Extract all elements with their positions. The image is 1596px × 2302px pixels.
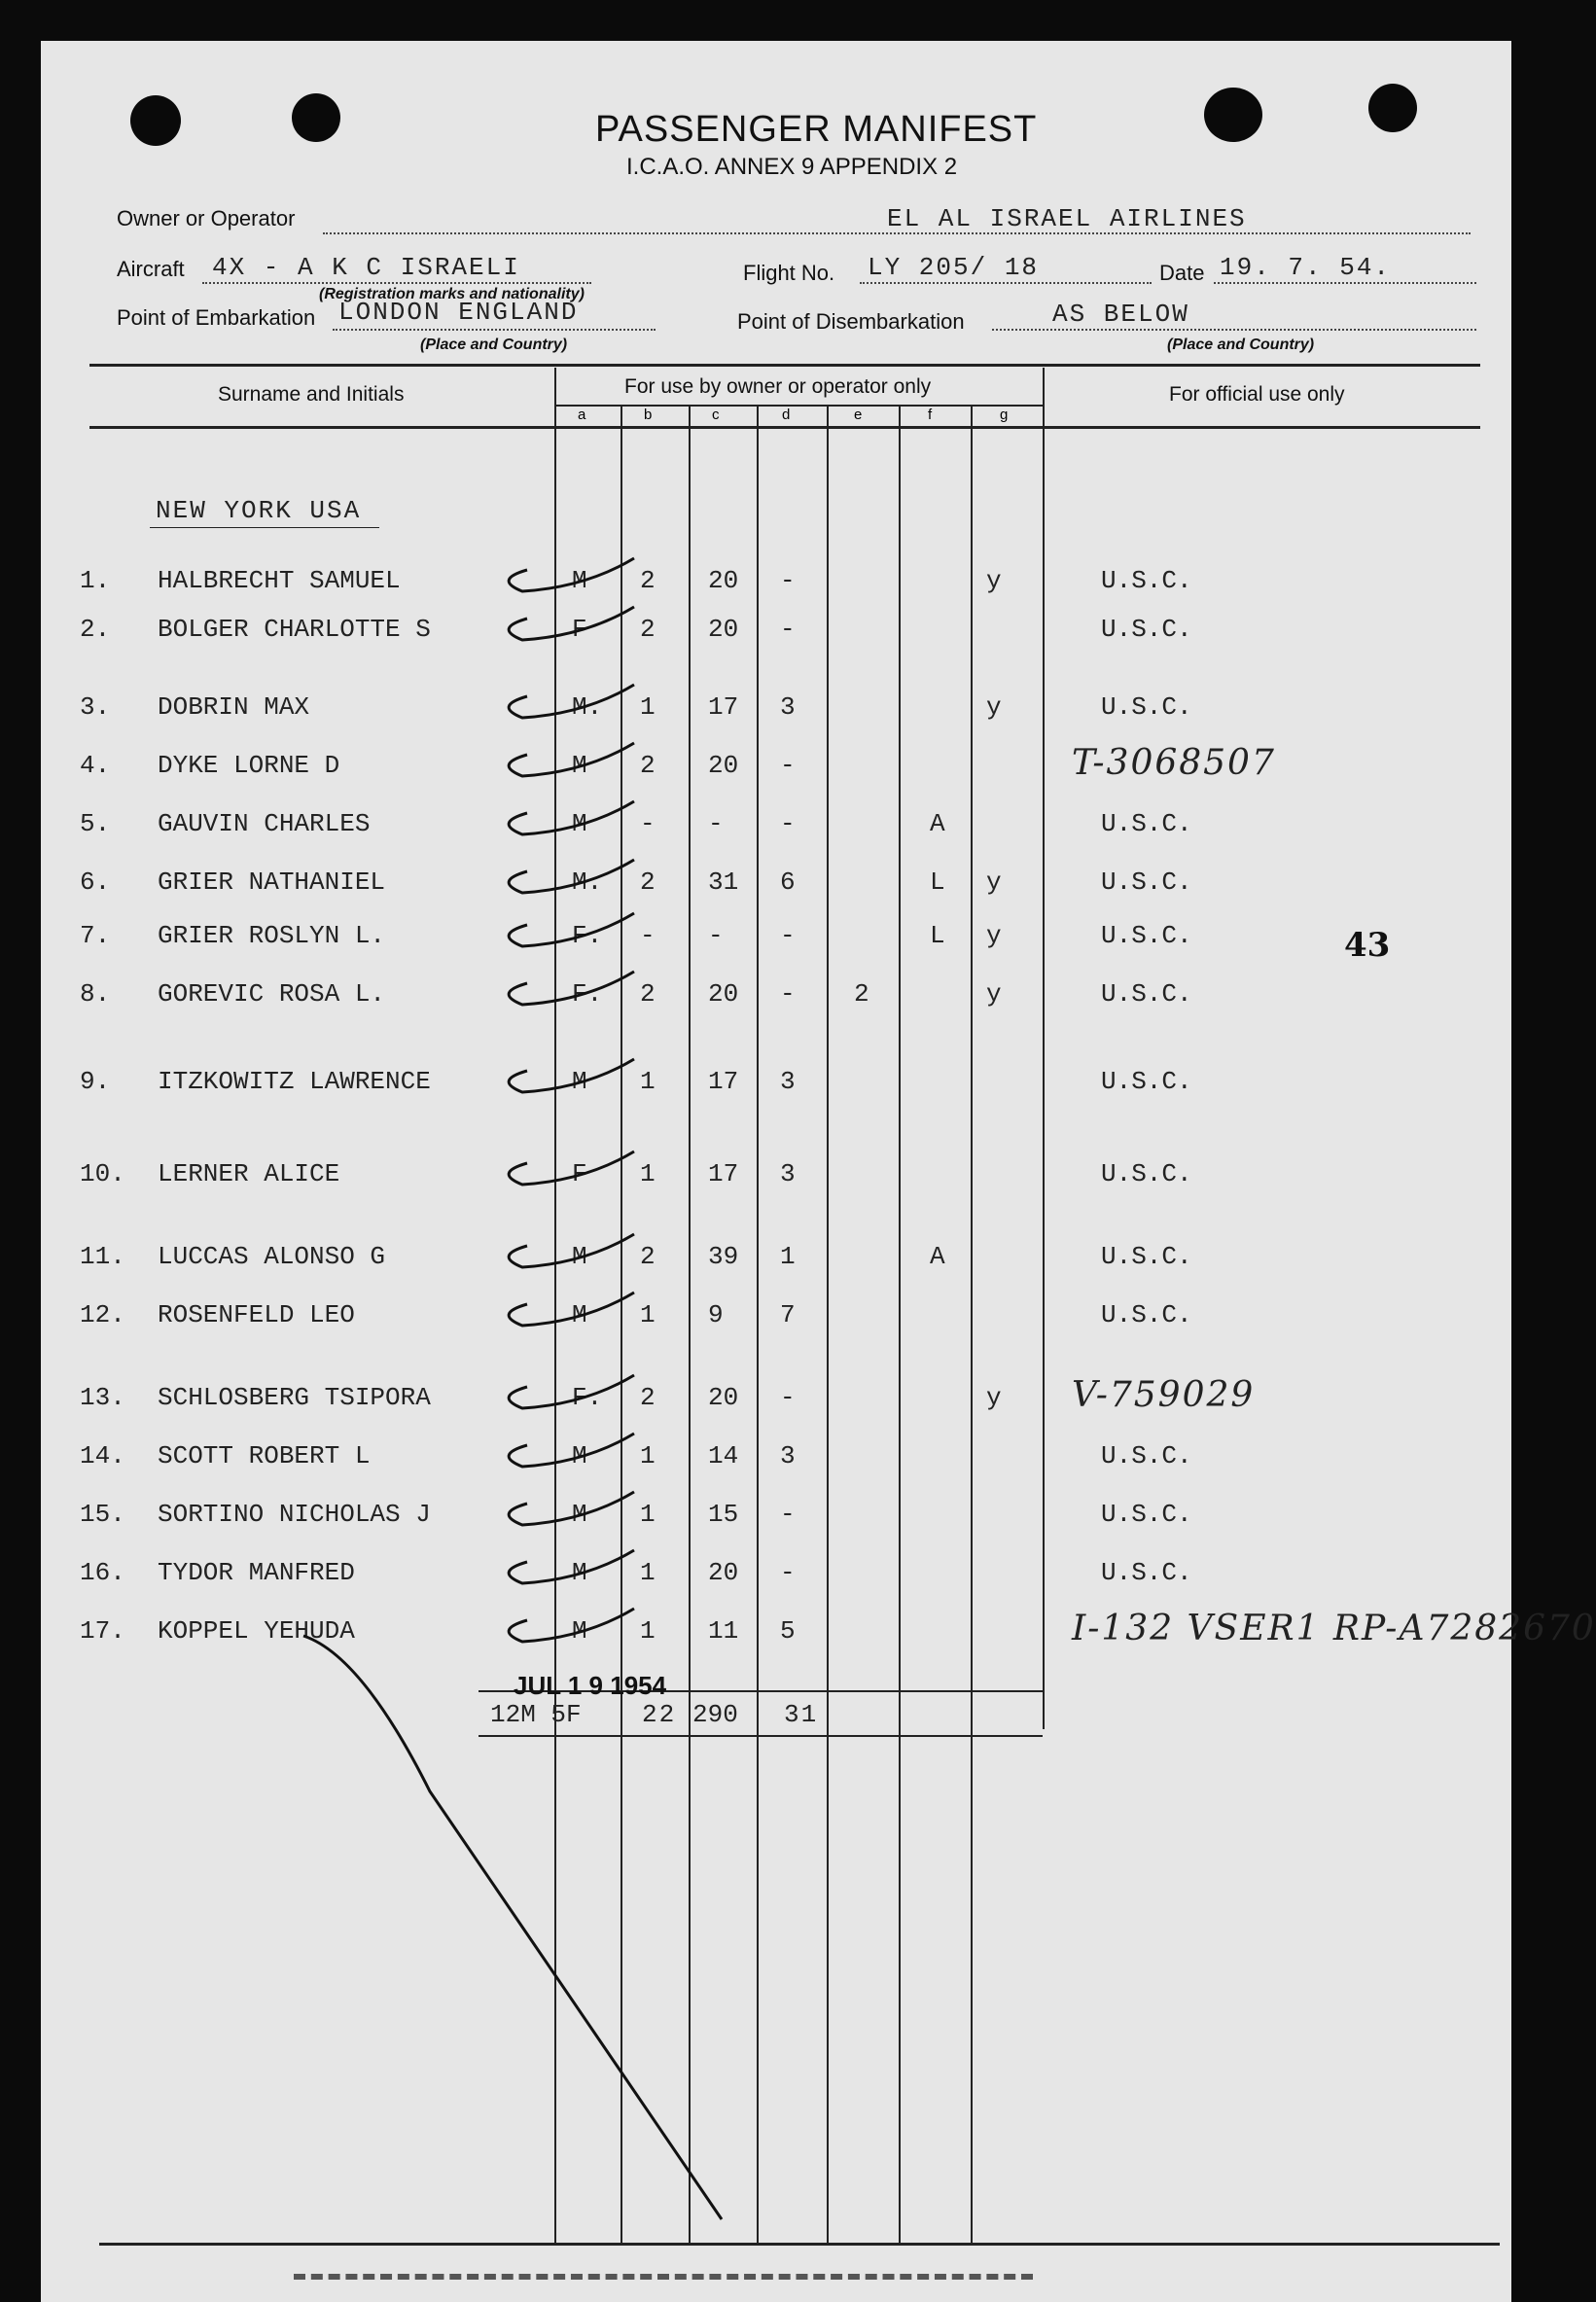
passenger-d: 3 [780, 1441, 796, 1470]
passenger-no: 16. [80, 1558, 125, 1587]
passenger-no: 8. [80, 979, 111, 1009]
passenger-d: 5 [780, 1616, 796, 1646]
check-mark [509, 972, 634, 1005]
passenger-b: 2 [640, 979, 656, 1009]
passenger-name: DYKE LORNE D [158, 751, 340, 780]
passenger-no: 11. [80, 1242, 125, 1271]
check-mark [509, 1293, 634, 1326]
date-label: Date [1159, 261, 1205, 285]
aircraft-note: (Registration marks and nationality) [319, 286, 585, 302]
check-mark [509, 558, 634, 591]
passenger-a: F [572, 615, 587, 644]
owner-label: Owner or Operator [117, 206, 296, 230]
subcol-e: e [854, 407, 863, 423]
passenger-b: 1 [640, 1067, 656, 1096]
subcol-c: c [712, 407, 720, 423]
passenger-c: 9 [708, 1300, 724, 1329]
passenger-a: M [572, 1558, 587, 1587]
subcol-f: f [928, 407, 933, 423]
passenger-c: 20 [708, 979, 739, 1009]
owner-value: EL AL ISRAEL AIRLINES [887, 204, 1247, 233]
passenger-no: 2. [80, 615, 111, 644]
passenger-d: 3 [780, 692, 796, 722]
passenger-official: V-759029 [1072, 1375, 1256, 1415]
passenger-official: U.S.C. [1101, 1067, 1192, 1096]
passenger-a: F. [572, 979, 603, 1009]
passenger-c: 11 [708, 1616, 739, 1646]
passenger-official: T-3068507 [1072, 743, 1276, 783]
passenger-c: 20 [708, 615, 739, 644]
passenger-name: GAUVIN CHARLES [158, 809, 371, 838]
margin-number: 43 [1344, 926, 1391, 965]
passenger-d: - [780, 809, 796, 838]
aircraft-value: 4X - A K C ISRAELI [212, 253, 520, 282]
passenger-name: LERNER ALICE [158, 1159, 340, 1188]
passenger-a: M [572, 1616, 587, 1646]
passenger-no: 6. [80, 868, 111, 897]
embark-value: LONDON ENGLAND [338, 298, 579, 327]
passenger-e: 2 [854, 979, 869, 1009]
check-mark [509, 1151, 634, 1185]
passenger-d: - [780, 921, 796, 950]
page-title: PASSENGER MANIFEST [595, 109, 1038, 150]
passenger-b: 2 [640, 868, 656, 897]
embark-note: (Place and Country) [420, 336, 568, 353]
passenger-name: ROSENFELD LEO [158, 1300, 355, 1329]
col-official-header: For official use only [1169, 383, 1345, 406]
passenger-name: SORTINO NICHOLAS J [158, 1500, 431, 1529]
received-stamp: JUL 1 9 1954 [514, 1671, 667, 1700]
passenger-a: M [572, 809, 587, 838]
passenger-name: BOLGER CHARLOTTE S [158, 615, 431, 644]
passenger-b: 2 [640, 751, 656, 780]
subcol-d: d [782, 407, 791, 423]
passenger-c: 39 [708, 1242, 739, 1271]
passenger-g: y [986, 868, 1002, 897]
subcol-g: g [1000, 407, 1009, 423]
passenger-b: 1 [640, 1300, 656, 1329]
passenger-d: - [780, 1500, 796, 1529]
passenger-a: M [572, 1500, 587, 1529]
passenger-name: SCHLOSBERG TSIPORA [158, 1383, 431, 1412]
passenger-official: I-132 VSER1 RP-A7282670 [1072, 1609, 1596, 1648]
passenger-a: M. [572, 868, 603, 897]
passenger-b: 2 [640, 1383, 656, 1412]
passenger-c: - [708, 809, 724, 838]
passenger-b: 2 [640, 615, 656, 644]
total-c: 290 [692, 1700, 738, 1729]
passenger-official: U.S.C. [1101, 979, 1192, 1009]
passenger-name: SCOTT ROBERT L [158, 1441, 371, 1470]
passenger-no: 7. [80, 921, 111, 950]
passenger-name: LUCCAS ALONSO G [158, 1242, 386, 1271]
col-surname-header: Surname and Initials [218, 383, 405, 406]
passenger-b: 1 [640, 1500, 656, 1529]
passenger-f: A [930, 809, 945, 838]
passenger-b: 1 [640, 1558, 656, 1587]
check-mark [509, 860, 634, 893]
col-owner-header: For use by owner or operator only [624, 375, 932, 398]
passenger-d: - [780, 751, 796, 780]
passenger-d: 3 [780, 1067, 796, 1096]
passenger-official: U.S.C. [1101, 1441, 1192, 1470]
passenger-name: TYDOR MANFRED [158, 1558, 355, 1587]
passenger-c: 20 [708, 1383, 739, 1412]
passenger-g: y [986, 692, 1002, 722]
passenger-name: DOBRIN MAX [158, 692, 310, 722]
passenger-official: U.S.C. [1101, 1300, 1192, 1329]
passenger-b: 1 [640, 1441, 656, 1470]
passenger-b: - [640, 809, 656, 838]
check-mark [509, 913, 634, 946]
passenger-name: ITZKOWITZ LAWRENCE [158, 1067, 431, 1096]
passenger-a: M. [572, 692, 603, 722]
flight-value: LY 205/ 18 [868, 253, 1040, 282]
passenger-no: 12. [80, 1300, 125, 1329]
subcol-b: b [644, 407, 653, 423]
passenger-c: 14 [708, 1441, 739, 1470]
embark-label: Point of Embarkation [117, 305, 316, 330]
passenger-d: 7 [780, 1300, 796, 1329]
passenger-f: L [930, 921, 945, 950]
check-mark [509, 1550, 634, 1583]
passenger-name: GOREVIC ROSA L. [158, 979, 386, 1009]
passenger-b: 1 [640, 1616, 656, 1646]
passenger-a: M [572, 1300, 587, 1329]
check-mark [509, 607, 634, 640]
page-subtitle: I.C.A.O. ANNEX 9 APPENDIX 2 [626, 154, 958, 180]
passenger-official: U.S.C. [1101, 1500, 1192, 1529]
check-mark [509, 1434, 634, 1467]
passenger-no: 14. [80, 1441, 125, 1470]
passenger-c: 17 [708, 1159, 739, 1188]
passenger-a: M [572, 1242, 587, 1271]
flight-label: Flight No. [743, 261, 835, 285]
passenger-no: 10. [80, 1159, 125, 1188]
total-b: 22 [642, 1700, 677, 1729]
passenger-no: 4. [80, 751, 111, 780]
total-a: 12M 5F [490, 1700, 582, 1729]
manifest-sheet [41, 41, 1596, 2302]
passenger-no: 15. [80, 1500, 125, 1529]
passenger-a: M [572, 751, 587, 780]
passenger-f: A [930, 1242, 945, 1271]
passenger-g: y [986, 566, 1002, 595]
subcol-a: a [578, 407, 586, 423]
date-value: 19. 7. 54. [1220, 253, 1392, 282]
annotation-marks [41, 41, 1511, 2302]
passenger-official: U.S.C. [1101, 615, 1192, 644]
passenger-f: L [930, 868, 945, 897]
check-mark [509, 685, 634, 718]
passenger-name: GRIER ROSLYN L. [158, 921, 386, 950]
check-mark [509, 1492, 634, 1525]
total-d: 31 [784, 1700, 819, 1729]
passenger-d: - [780, 1558, 796, 1587]
passenger-a: M [572, 566, 587, 595]
passenger-d: - [780, 615, 796, 644]
passenger-no: 9. [80, 1067, 111, 1096]
passenger-a: F [572, 1159, 587, 1188]
check-mark [509, 743, 634, 776]
passenger-official: U.S.C. [1101, 1242, 1192, 1271]
aircraft-label: Aircraft [117, 257, 185, 281]
passenger-no: 3. [80, 692, 111, 722]
passenger-d: 3 [780, 1159, 796, 1188]
passenger-official: U.S.C. [1101, 692, 1192, 722]
passenger-no: 17. [80, 1616, 125, 1646]
passenger-official: U.S.C. [1101, 809, 1192, 838]
passenger-g: y [986, 1383, 1002, 1412]
passenger-official: U.S.C. [1101, 1558, 1192, 1587]
passenger-no: 1. [80, 566, 111, 595]
passenger-official: U.S.C. [1101, 921, 1192, 950]
passenger-c: 31 [708, 868, 739, 897]
passenger-d: 6 [780, 868, 796, 897]
check-mark [509, 801, 634, 834]
passenger-a: M [572, 1067, 587, 1096]
disembark-note: (Place and Country) [1167, 336, 1315, 353]
disembark-value: AS BELOW [1052, 300, 1189, 329]
check-mark [509, 1609, 634, 1642]
passenger-b: 2 [640, 1242, 656, 1271]
destination-heading: NEW YORK USA [156, 496, 362, 525]
passenger-c: 20 [708, 1558, 739, 1587]
passenger-c: - [708, 921, 724, 950]
passenger-g: y [986, 979, 1002, 1009]
passenger-c: 17 [708, 692, 739, 722]
check-mark [509, 1234, 634, 1267]
check-mark [509, 1375, 634, 1408]
passenger-g: y [986, 921, 1002, 950]
passenger-a: M [572, 1441, 587, 1470]
diagonal-strike-line [303, 1636, 722, 2219]
passenger-d: - [780, 1383, 796, 1412]
passenger-a: F. [572, 1383, 603, 1412]
passenger-d: 1 [780, 1242, 796, 1271]
passenger-official: U.S.C. [1101, 566, 1192, 595]
passenger-c: 20 [708, 751, 739, 780]
passenger-name: KOPPEL YEHUDA [158, 1616, 355, 1646]
passenger-official: U.S.C. [1101, 1159, 1192, 1188]
passenger-d: - [780, 979, 796, 1009]
check-mark [509, 1059, 634, 1092]
passenger-b: - [640, 921, 656, 950]
passenger-a: F. [572, 921, 603, 950]
passenger-d: - [780, 566, 796, 595]
passenger-b: 2 [640, 566, 656, 595]
passenger-name: GRIER NATHANIEL [158, 868, 386, 897]
passenger-official: U.S.C. [1101, 868, 1192, 897]
passenger-c: 15 [708, 1500, 739, 1529]
passenger-no: 13. [80, 1383, 125, 1412]
passenger-b: 1 [640, 1159, 656, 1188]
passenger-b: 1 [640, 692, 656, 722]
passenger-c: 17 [708, 1067, 739, 1096]
passenger-no: 5. [80, 809, 111, 838]
passenger-name: HALBRECHT SAMUEL [158, 566, 401, 595]
disembark-label: Point of Disembarkation [737, 309, 965, 334]
passenger-c: 20 [708, 566, 739, 595]
